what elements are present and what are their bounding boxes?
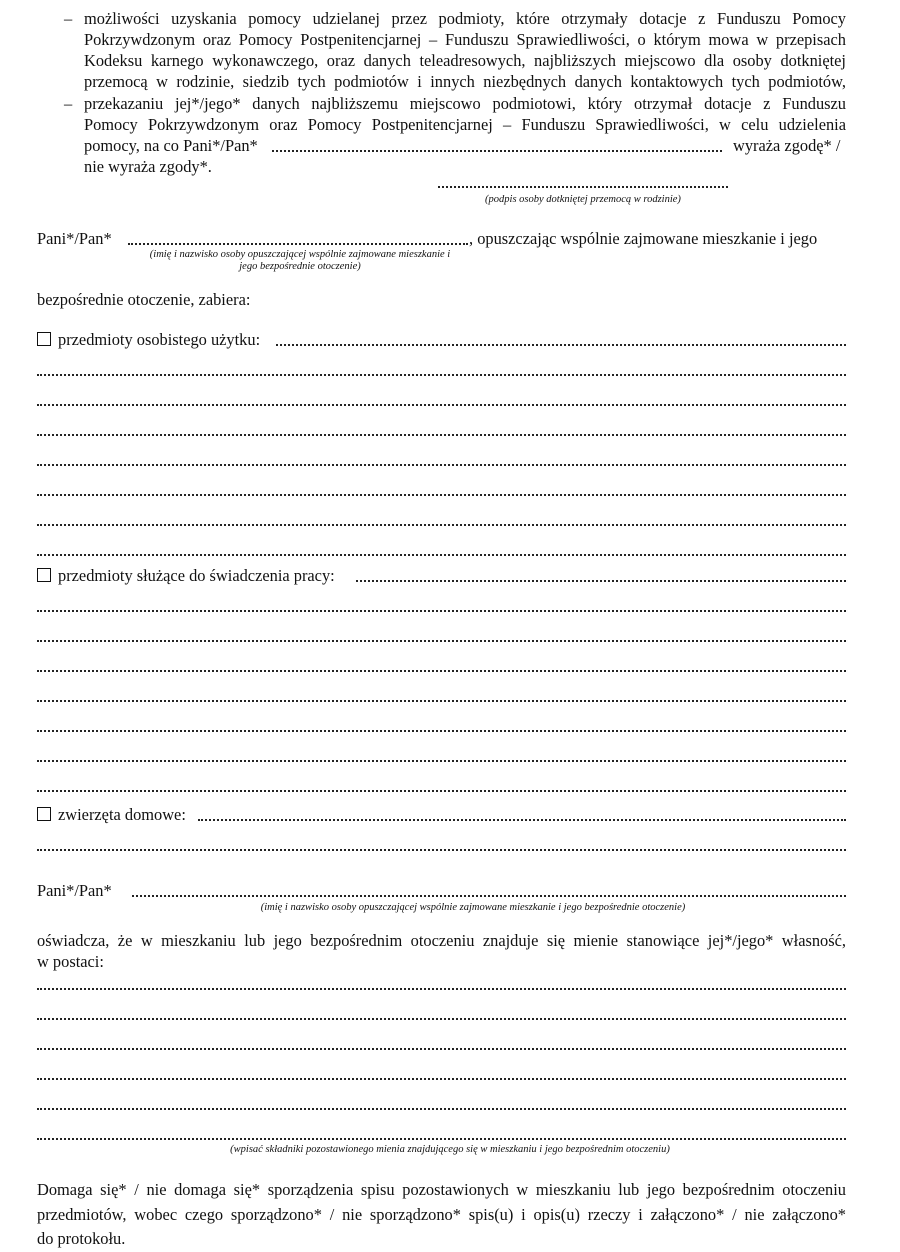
bullet-1-line: Kodeksu karnego wykonawczego, oraz danych teleadresowych, najbliższych miejscowo dla osoby dotkniętej bbox=[84, 51, 846, 70]
entry-line[interactable] bbox=[37, 1017, 846, 1020]
bullet-dash: – bbox=[64, 94, 73, 113]
entry-line[interactable] bbox=[37, 553, 846, 556]
statement-line: w postaci: bbox=[37, 952, 104, 971]
checkbox-label: przedmioty służące do świadczenia pracy: bbox=[58, 566, 335, 585]
entry-line[interactable] bbox=[37, 848, 846, 851]
signature-caption: (podpis osoby dotkniętej przemocą w rodzinie) bbox=[485, 194, 681, 205]
entry-line[interactable] bbox=[37, 669, 846, 672]
final-line: do protokołu. bbox=[37, 1229, 126, 1248]
statement-line: oświadcza, że w mieszkaniu lub jego bezpośrednim otoczeniu znajduje się mienie stanowiące jej*/jego* własność, bbox=[37, 931, 846, 950]
final-line: Domaga się* / nie domaga się* sporządzenia spisu pozostawionych w mieszkaniu lub jego bezpośrednim otoczeniu bbox=[37, 1180, 846, 1199]
entry-line[interactable] bbox=[37, 1047, 846, 1050]
entry-line[interactable] bbox=[37, 1137, 846, 1140]
entry-line[interactable] bbox=[276, 343, 846, 346]
leaving-prefix: Pani*/Pan* bbox=[37, 229, 112, 248]
entry-line[interactable] bbox=[37, 403, 846, 406]
bullet-1-line: przemocą w rodzinie, siedzib tych podmiotów i innych niezbędnych danych kontaktowych tych podmiotów, bbox=[84, 72, 846, 91]
final-line: przedmiotów, wobec czego sporządzono* / nie sporządzono* spis(u) i opis(u) rzeczy i załączono* / nie załączono* bbox=[37, 1205, 846, 1224]
checkbox-pets[interactable] bbox=[37, 807, 51, 821]
entry-line[interactable] bbox=[37, 639, 846, 642]
entry-line[interactable] bbox=[37, 433, 846, 436]
entry-line[interactable] bbox=[37, 609, 846, 612]
entry-line[interactable] bbox=[37, 699, 846, 702]
checkbox-label: zwierzęta domowe: bbox=[58, 805, 186, 824]
bullet-2-line: pomocy, na co Pani*/Pan* bbox=[84, 136, 258, 155]
entry-line[interactable] bbox=[37, 373, 846, 376]
leaving-suffix: , opuszczając wspólnie zajmowane mieszkanie i jego bbox=[469, 229, 818, 248]
bullet-2-line: nie wyraża zgody*. bbox=[84, 157, 212, 176]
bullet-dash: – bbox=[64, 9, 73, 28]
checkbox-personal-items[interactable] bbox=[37, 332, 51, 346]
leaving-name-field[interactable] bbox=[128, 242, 468, 245]
checkbox-work-items[interactable] bbox=[37, 568, 51, 582]
statement-prefix: Pani*/Pan* bbox=[37, 881, 112, 900]
statement-caption-2: (wpisać składniki pozostawionego mienia znajdującego się w mieszkaniu i jego bezpośrednim otoczeniu) bbox=[230, 1144, 670, 1155]
entry-line[interactable] bbox=[356, 579, 846, 582]
entry-line[interactable] bbox=[37, 759, 846, 762]
bullet-1-line: Pokrzywdzonym oraz Pomocy Postpenitencjarnej – Funduszu Sprawiedliwości, o którym mowa w przepisach bbox=[84, 30, 846, 49]
entry-line[interactable] bbox=[37, 789, 846, 792]
bullet-2-line: przekazaniu jej*/jego* danych najbliższemu miejscowo podmiotowi, który otrzymał dotacje z Funduszu bbox=[84, 94, 846, 113]
entry-line[interactable] bbox=[37, 493, 846, 496]
entry-line[interactable] bbox=[37, 729, 846, 732]
entry-line[interactable] bbox=[37, 987, 846, 990]
leaving-continuation: bezpośrednie otoczenie, zabiera: bbox=[37, 290, 251, 309]
bullet-2-line: Pomocy Pokrzywdzonym oraz Pomocy Postpenitencjarnej – Funduszu Sprawiedliwości, w celu udzielenia bbox=[84, 115, 846, 134]
signature-field[interactable] bbox=[438, 185, 728, 188]
checkbox-row-work bbox=[37, 566, 335, 587]
checkbox-label: przedmioty osobistego użytku: bbox=[58, 330, 261, 349]
bullet-1-line: możliwości uzyskania pomocy udzielanej przez podmioty, które otrzymały dotacje z Funduszu Pomocy bbox=[84, 9, 846, 28]
consent-name-field[interactable] bbox=[272, 149, 722, 152]
entry-line[interactable] bbox=[37, 523, 846, 526]
entry-line[interactable] bbox=[37, 1077, 846, 1080]
checkbox-row-pets bbox=[37, 805, 186, 826]
leaving-caption: (imię i nazwisko osoby opuszczającej wspólnie zajmowane mieszkanie i jego bezpośrednie otoczenie) bbox=[149, 249, 451, 272]
checkbox-row-personal bbox=[37, 330, 260, 351]
consent-choice: wyraża zgodę* / bbox=[733, 136, 841, 155]
entry-line[interactable] bbox=[37, 1107, 846, 1110]
statement-caption: (imię i nazwisko osoby opuszczającej wspólnie zajmowane mieszkanie i jego bezpośrednie otoczenie) bbox=[260, 902, 686, 913]
statement-name-field[interactable] bbox=[132, 894, 846, 897]
entry-line[interactable] bbox=[198, 818, 846, 821]
entry-line[interactable] bbox=[37, 463, 846, 466]
